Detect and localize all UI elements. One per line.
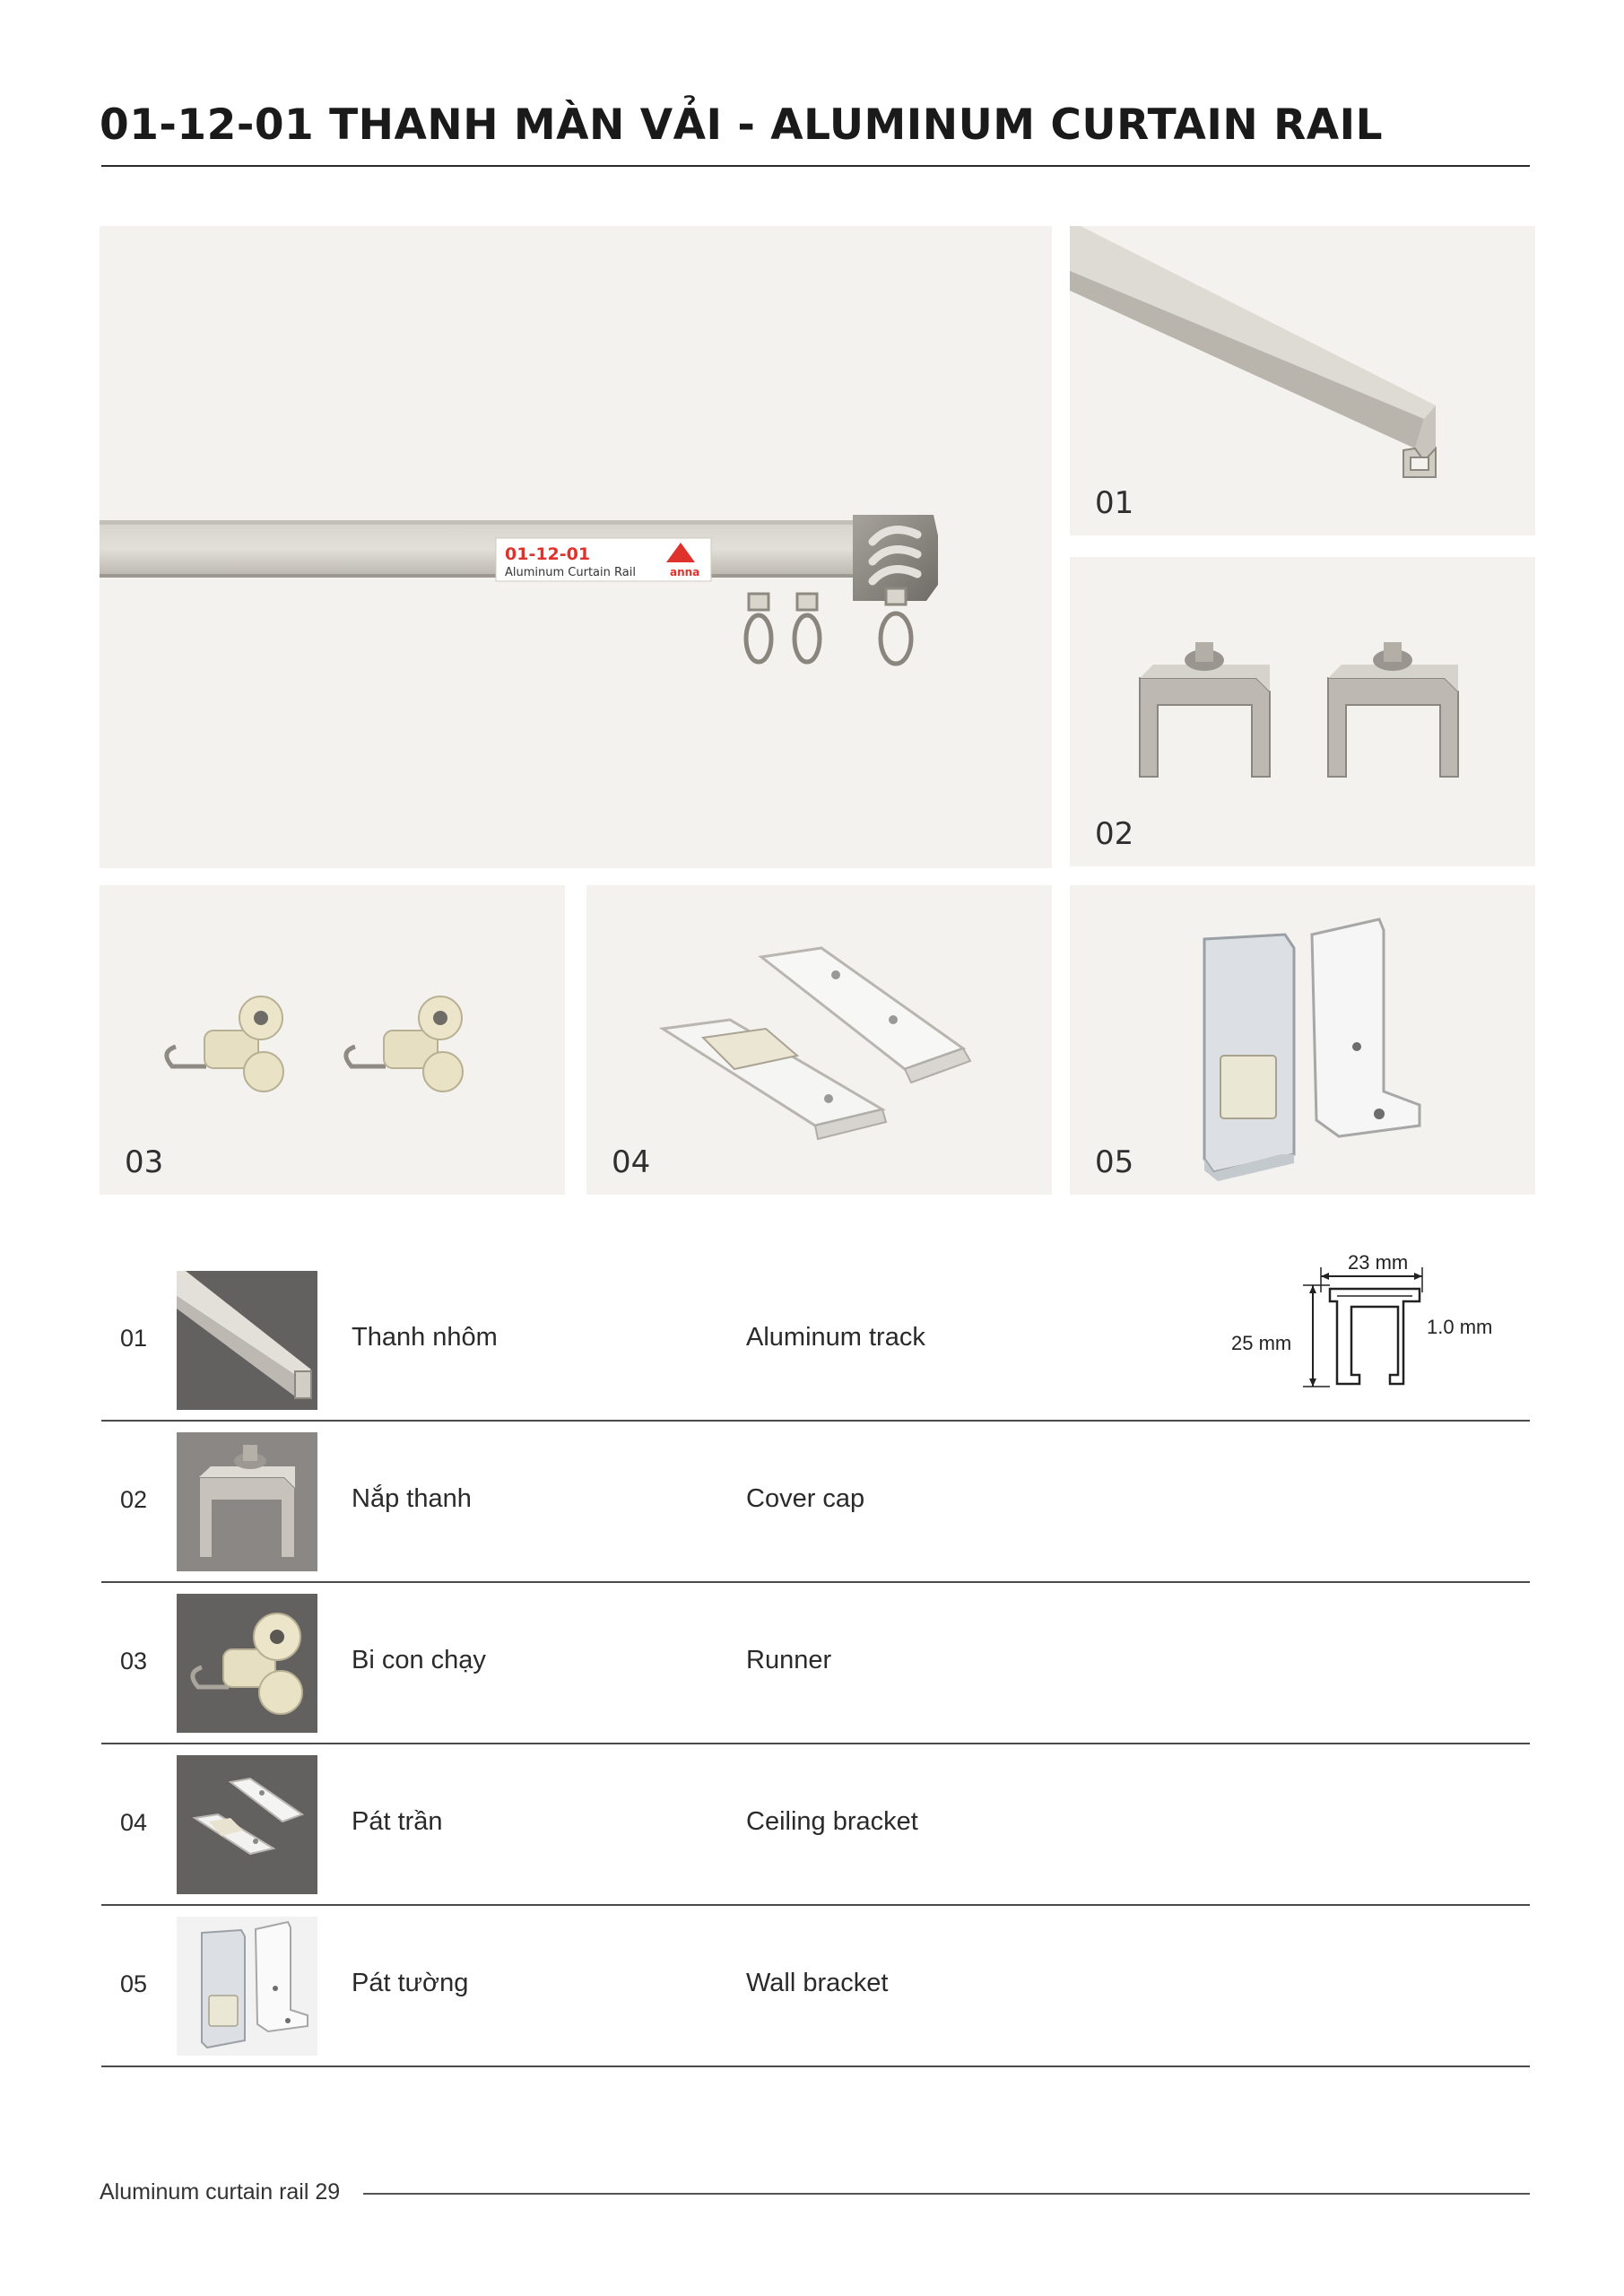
profile-height-label: 25 mm bbox=[1231, 1332, 1292, 1354]
page-footer: Aluminum curtain rail 29 bbox=[100, 2179, 341, 2205]
part-number: 04 bbox=[120, 1809, 148, 1836]
part-number: 02 bbox=[120, 1486, 148, 1513]
parts-table bbox=[101, 1251, 1530, 2067]
ceiling-bracket-illustration bbox=[586, 885, 1052, 1195]
panel-number: 04 bbox=[612, 1144, 651, 1180]
part-name-vn: Pát trần bbox=[352, 1807, 443, 1836]
runner-illustration bbox=[100, 885, 565, 1195]
part-name-en: Wall bracket bbox=[746, 1969, 889, 1997]
photo-panel-02 bbox=[1070, 557, 1535, 866]
photo-panel-04 bbox=[586, 885, 1052, 1195]
curtain-rail-illustration bbox=[100, 226, 1052, 868]
table-row bbox=[101, 1906, 1530, 2067]
panel-number: 05 bbox=[1095, 1144, 1134, 1180]
part-thumbnail bbox=[177, 1755, 317, 1894]
part-number: 03 bbox=[120, 1648, 148, 1674]
table-row bbox=[101, 1744, 1530, 1906]
wall-bracket-thumb bbox=[177, 1917, 317, 2056]
part-number: 01 bbox=[120, 1325, 148, 1352]
profile-thickness-label: 1.0 mm bbox=[1427, 1316, 1493, 1338]
rail-label-code: 01-12-01 bbox=[505, 544, 591, 564]
aluminum-track-thumb bbox=[177, 1271, 317, 1410]
table-row bbox=[101, 1251, 1530, 1422]
panel-number: 01 bbox=[1095, 485, 1134, 521]
brand-name: anna bbox=[670, 566, 700, 578]
panel-number: 02 bbox=[1095, 816, 1134, 852]
photo-panel-05 bbox=[1070, 885, 1535, 1195]
part-name-vn: Pát tường bbox=[352, 1969, 469, 1997]
part-number: 05 bbox=[120, 1970, 148, 1997]
part-name-en: Aluminum track bbox=[746, 1323, 925, 1352]
profile-width-label: 23 mm bbox=[1348, 1251, 1409, 1274]
part-thumbnail bbox=[177, 1271, 317, 1410]
wall-bracket-illustration bbox=[1070, 885, 1535, 1195]
ceiling-bracket-thumb bbox=[177, 1755, 317, 1894]
table-row bbox=[101, 1422, 1530, 1583]
part-name-vn: Thanh nhôm bbox=[352, 1323, 498, 1352]
runner-thumb bbox=[177, 1594, 317, 1733]
aluminum-track-illustration bbox=[1070, 226, 1535, 535]
part-name-vn: Nắp thanh bbox=[352, 1484, 472, 1513]
part-thumbnail bbox=[177, 1432, 317, 1571]
part-name-en: Cover cap bbox=[746, 1484, 865, 1513]
title-divider bbox=[101, 165, 1530, 167]
profile-dimension-diagram bbox=[1231, 1249, 1527, 1415]
part-name-vn: Bi con chạy bbox=[352, 1646, 486, 1674]
part-thumbnail bbox=[177, 1917, 317, 2056]
photo-panel-03 bbox=[100, 885, 565, 1195]
cover-cap-illustration bbox=[1070, 557, 1535, 866]
panel-number: 03 bbox=[125, 1144, 164, 1180]
footer-divider bbox=[363, 2193, 1530, 2195]
part-name-en: Runner bbox=[746, 1646, 832, 1674]
cover-cap-thumb bbox=[177, 1432, 317, 1571]
page-title: 01-12-01 THANH MÀN VẢI - ALUMINUM CURTAIN RAIL bbox=[100, 100, 1384, 150]
part-name-en: Ceiling bracket bbox=[746, 1807, 918, 1836]
main-product-photo bbox=[100, 226, 1052, 868]
table-row bbox=[101, 1583, 1530, 1744]
rail-label-text: Aluminum Curtain Rail bbox=[505, 566, 636, 579]
photo-panel-01 bbox=[1070, 226, 1535, 535]
part-thumbnail bbox=[177, 1594, 317, 1733]
